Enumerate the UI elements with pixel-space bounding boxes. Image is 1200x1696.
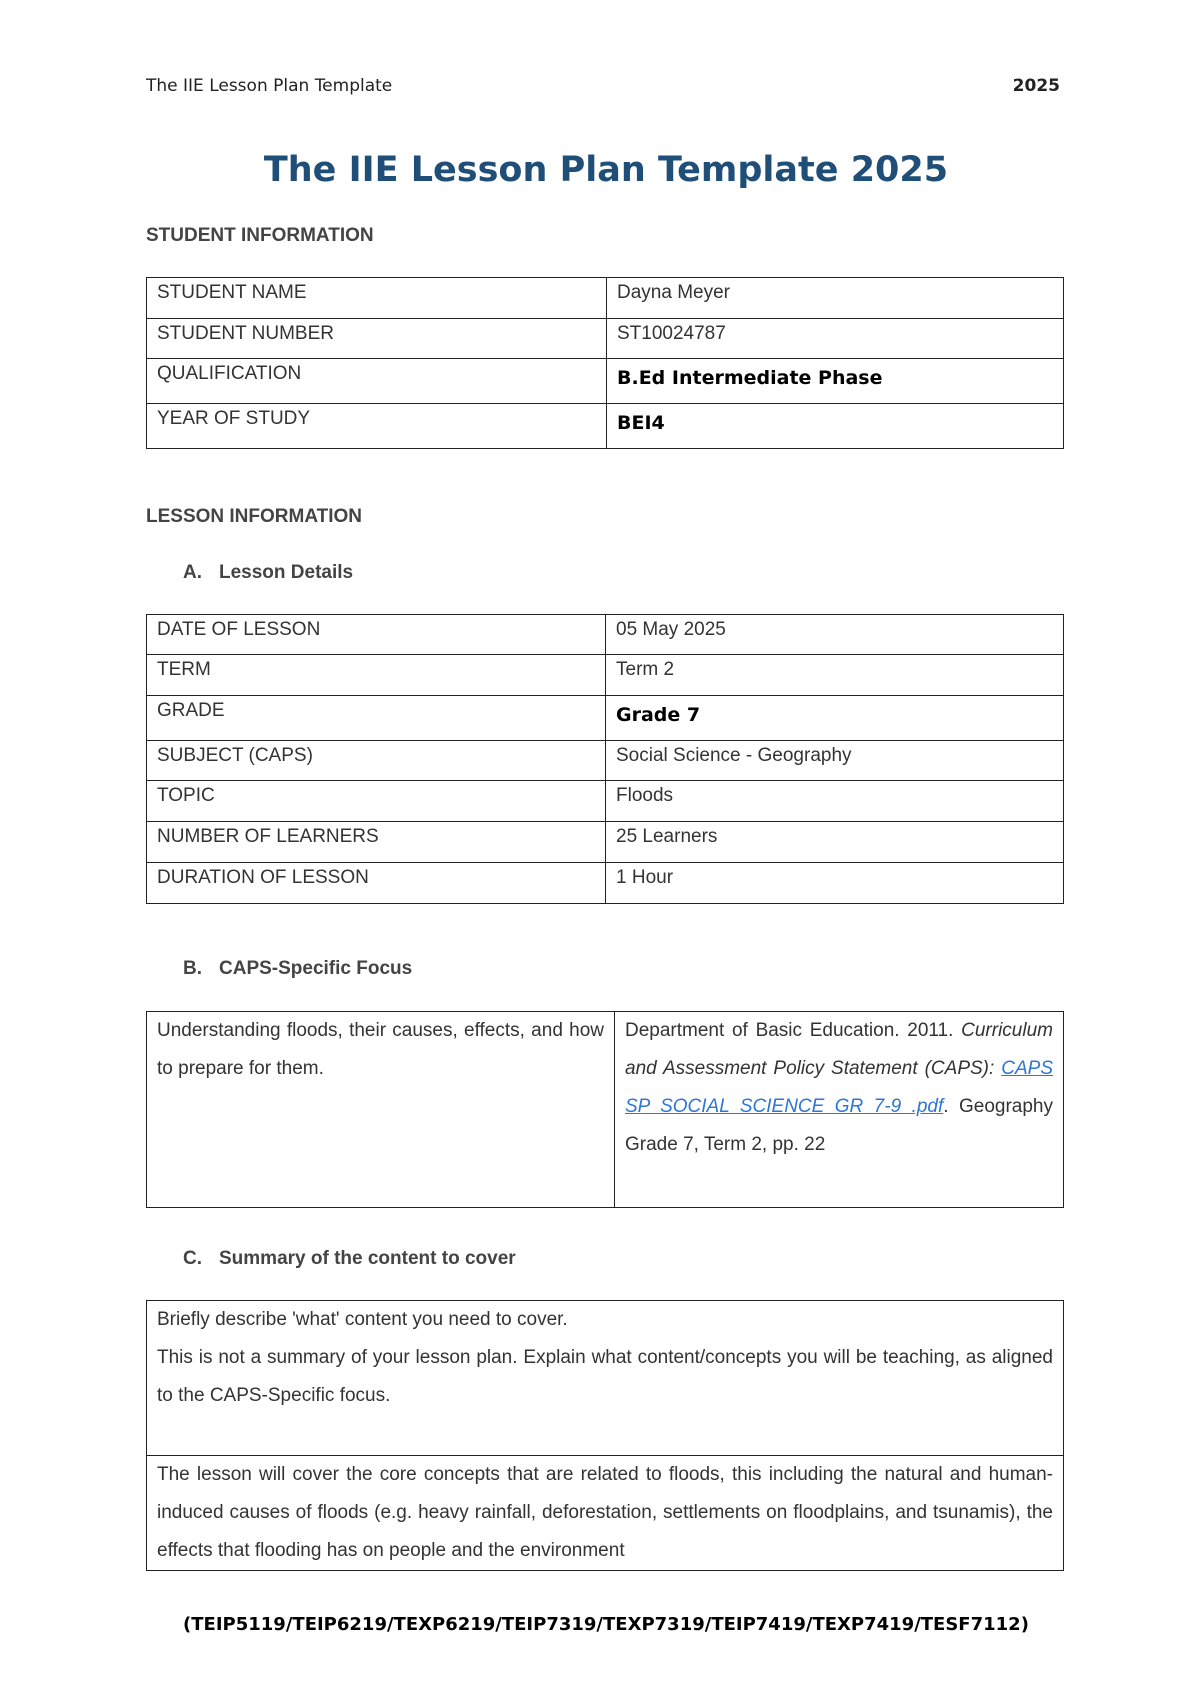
table-row (147, 696, 1064, 741)
table-row (147, 615, 1064, 655)
subject-label: SUBJECT (CAPS) (147, 741, 606, 781)
table-row (147, 1012, 1064, 1208)
caps-reference-title: Curriculum and Assessment Policy Statement (CAPS): (625, 1020, 1053, 1079)
topic-label: TOPIC (147, 781, 606, 822)
student-number-value: ST10024787 (607, 319, 1064, 359)
table-row (147, 359, 1064, 404)
instruction-line-2: This is not a summary of your lesson plan. Explain what content/concepts you will be teaching, as aligned to the CAPS-Specific focus. (157, 1347, 1053, 1406)
instruction-line-1: Briefly describe 'what' content you need to cover. (157, 1309, 568, 1330)
running-header-year: 2025 (1012, 76, 1060, 96)
caps-document-link[interactable]: CAPS SP SOCIAL SCIENCE GR 7-9 .pdf (625, 1058, 1053, 1117)
table-row (147, 863, 1064, 904)
term-value: Term 2 (606, 655, 1064, 696)
student-name-label: STUDENT NAME (147, 278, 607, 319)
section-c-letter: C. (183, 1248, 202, 1269)
page-title: The IIE Lesson Plan Template 2025 (263, 150, 949, 190)
section-b-title: CAPS-Specific Focus (219, 958, 413, 979)
learners-value: 25 Learners (606, 822, 1064, 863)
duration-value: 1 Hour (606, 863, 1064, 904)
grade-value: Grade 7 (606, 696, 1064, 741)
caps-focus-description: Understanding floods, their causes, effects, and how to prepare for them. (147, 1012, 615, 1208)
student-number-label: STUDENT NUMBER (147, 319, 607, 359)
table-row (147, 1456, 1064, 1571)
lesson-info-heading: LESSON INFORMATION (146, 506, 363, 527)
student-info-heading: STUDENT INFORMATION (146, 225, 374, 246)
qualification-value: B.Ed Intermediate Phase (607, 359, 1064, 404)
qualification-label: QUALIFICATION (147, 359, 607, 404)
content-summary-table (146, 1300, 1064, 1571)
date-of-lesson-value: 05 May 2025 (606, 615, 1064, 655)
content-summary-text: The lesson will cover the core concepts that are related to floods, this including the natural and human-induced causes of floods (e.g. heavy rainfall, deforestation, settlements on floodplains, and tsunamis), the effects that flooding has on people and the environment (147, 1456, 1064, 1571)
section-b-letter: B. (183, 958, 202, 979)
section-a-letter: A. (183, 562, 202, 583)
lesson-details-table (146, 614, 1064, 904)
module-codes-footer: (TEIP5119/TEIP6219/TEXP6219/TEIP7319/TEXP7319/TEIP7419/TEXP7419/TESF7112) (183, 1614, 1029, 1635)
table-row (147, 404, 1064, 449)
student-name-value: Dayna Meyer (607, 278, 1064, 319)
section-a-heading (183, 562, 353, 584)
section-c-title: Summary of the content to cover (219, 1248, 516, 1269)
running-header-title: The IIE Lesson Plan Template (146, 76, 393, 96)
section-a-title: Lesson Details (219, 562, 354, 583)
term-label: TERM (147, 655, 606, 696)
caps-reference (615, 1012, 1064, 1208)
content-instructions (147, 1301, 1064, 1456)
caps-reference-prefix: Department of Basic Education. 2011. (625, 1020, 954, 1041)
subject-value: Social Science - Geography (606, 741, 1064, 781)
table-row (147, 319, 1064, 359)
section-b-heading (183, 958, 412, 980)
table-row (147, 781, 1064, 822)
year-of-study-label: YEAR OF STUDY (147, 404, 607, 449)
caps-focus-table (146, 1011, 1064, 1208)
table-row (147, 741, 1064, 781)
topic-value: Floods (606, 781, 1064, 822)
date-of-lesson-label: DATE OF LESSON (147, 615, 606, 655)
table-row (147, 1301, 1064, 1456)
year-of-study-value: BEI4 (607, 404, 1064, 449)
learners-label: NUMBER OF LEARNERS (147, 822, 606, 863)
table-row (147, 822, 1064, 863)
section-c-heading (183, 1248, 516, 1270)
caps-reference-suffix: . Geography Grade 7, Term 2, pp. 22 (625, 1096, 1053, 1155)
table-row (147, 278, 1064, 319)
table-row (147, 655, 1064, 696)
duration-label: DURATION OF LESSON (147, 863, 606, 904)
grade-label: GRADE (147, 696, 606, 741)
student-info-table (146, 277, 1064, 449)
